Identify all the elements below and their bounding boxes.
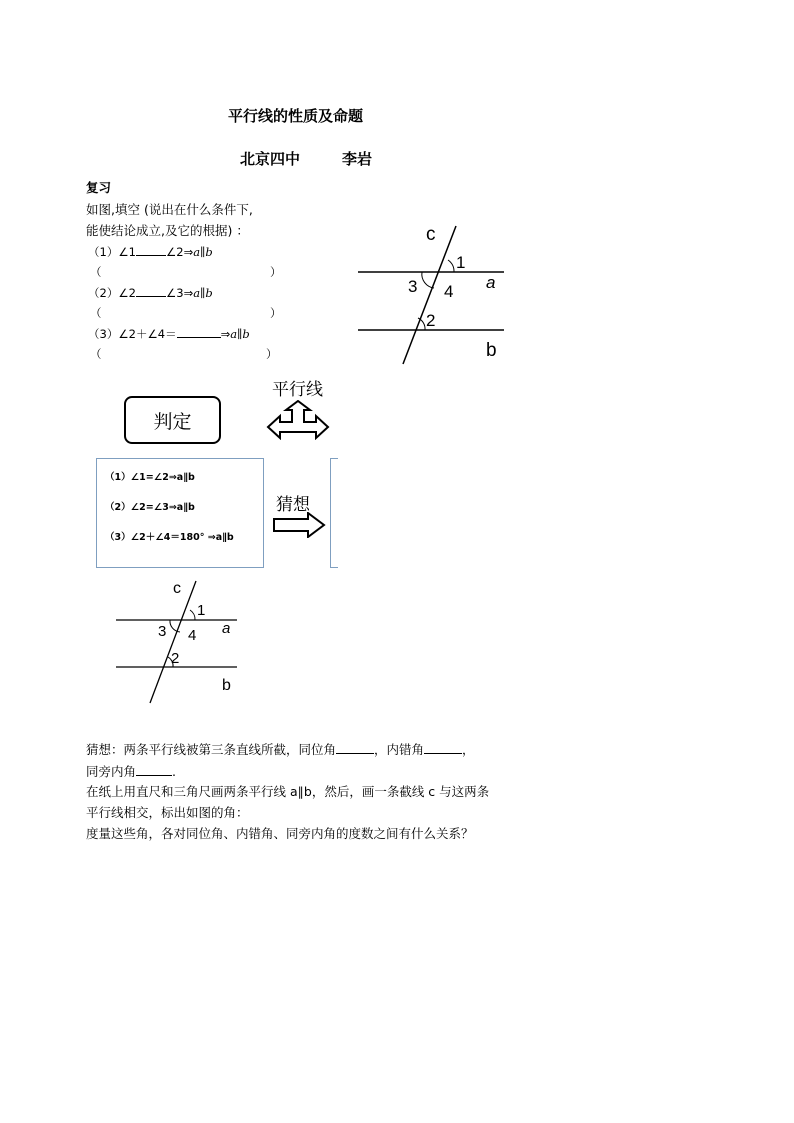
- label-b: b: [486, 340, 497, 361]
- reason-close-1: ）: [270, 265, 282, 279]
- label-angle-1: 1: [456, 253, 466, 272]
- label-b-bottom: b: [222, 677, 231, 694]
- parallel-lines-figure-bottom: [110, 575, 260, 710]
- question-1: （1）∠1 ∠2⇒a∥b: [88, 245, 213, 259]
- label-angle-4-bottom: 4: [188, 627, 197, 644]
- author-school: 北京四中: [240, 150, 301, 168]
- reason-open-2: （: [90, 306, 102, 320]
- label-c-bottom: c: [173, 580, 181, 597]
- three-way-arrow-icon: [266, 400, 330, 440]
- conjecture-line-5: 度量这些角，各对同位角、内错角、同旁内角的度数之间有什么关系？: [86, 826, 474, 841]
- label-angle-2-bottom: 2: [171, 650, 180, 667]
- parallel-lines-figure-top: [350, 220, 520, 370]
- parallel-lines-label: 平行线: [272, 380, 323, 400]
- blank-corresponding-angles[interactable]: [336, 741, 374, 754]
- label-angle-4: 4: [444, 282, 454, 301]
- conjecture-line-2: 同旁内角 .: [86, 764, 176, 779]
- label-a: a: [486, 273, 496, 292]
- question-3: （3）∠2＋∠4＝ ⇒a∥b: [88, 327, 250, 341]
- right-arrow-icon: [272, 512, 326, 538]
- reason-close-3: ）: [266, 347, 278, 361]
- judgement-item-3: （3）∠2＋∠4＝180° ⇒a∥b: [105, 532, 234, 543]
- reason-open-3: （: [90, 347, 102, 361]
- reason-open-1: （: [90, 265, 102, 279]
- label-angle-2: 2: [426, 311, 436, 330]
- blank-alternate-angles[interactable]: [424, 741, 462, 754]
- review-intro-1: 如图,填空 (说出在什么条件下,: [86, 202, 253, 217]
- judgement-item-1: （1）∠1=∠2⇒a∥b: [105, 472, 195, 483]
- label-a-bottom: a: [222, 620, 231, 637]
- conjecture-line-4: 平行线相交，标出如图的角：: [86, 805, 249, 820]
- conjecture-line-1: 猜想：两条平行线被第三条直线所截，同位角 ，内错角 ，: [86, 742, 475, 757]
- label-angle-1-bottom: 1: [197, 602, 206, 619]
- conjecture-line-3: 在纸上用直尺和三角尺画两条平行线 a∥b，然后，画一条截线 c 与这两条: [86, 784, 490, 799]
- answer-blank-1[interactable]: [136, 243, 166, 256]
- judgement-list-box: [96, 458, 264, 568]
- blank-co-interior-angles[interactable]: [136, 763, 172, 776]
- guess-label: 猜想: [276, 495, 310, 515]
- judge-label: 判定: [153, 410, 192, 433]
- label-c: c: [426, 224, 436, 245]
- angle-3-arc: [422, 272, 434, 288]
- review-heading: 复习: [86, 180, 112, 195]
- angle-1-arc-bottom: [190, 610, 195, 620]
- question-2: （2）∠2 ∠3⇒a∥b: [88, 286, 213, 300]
- conjecture-box: [330, 458, 338, 568]
- label-angle-3-bottom: 3: [158, 623, 167, 640]
- page-title: 平行线的性质及命题: [228, 107, 364, 125]
- answer-blank-3[interactable]: [177, 325, 221, 338]
- angle-1-arc: [448, 260, 454, 272]
- judge-box: [124, 396, 221, 444]
- review-intro-2: 能使结论成立,及它的根据) ：: [86, 223, 249, 238]
- author-name: 李岩: [342, 150, 373, 168]
- judgement-item-2: （2）∠2=∠3⇒a∥b: [105, 502, 195, 513]
- reason-close-2: ）: [270, 306, 282, 320]
- answer-blank-2[interactable]: [136, 284, 166, 297]
- label-angle-3: 3: [408, 277, 418, 296]
